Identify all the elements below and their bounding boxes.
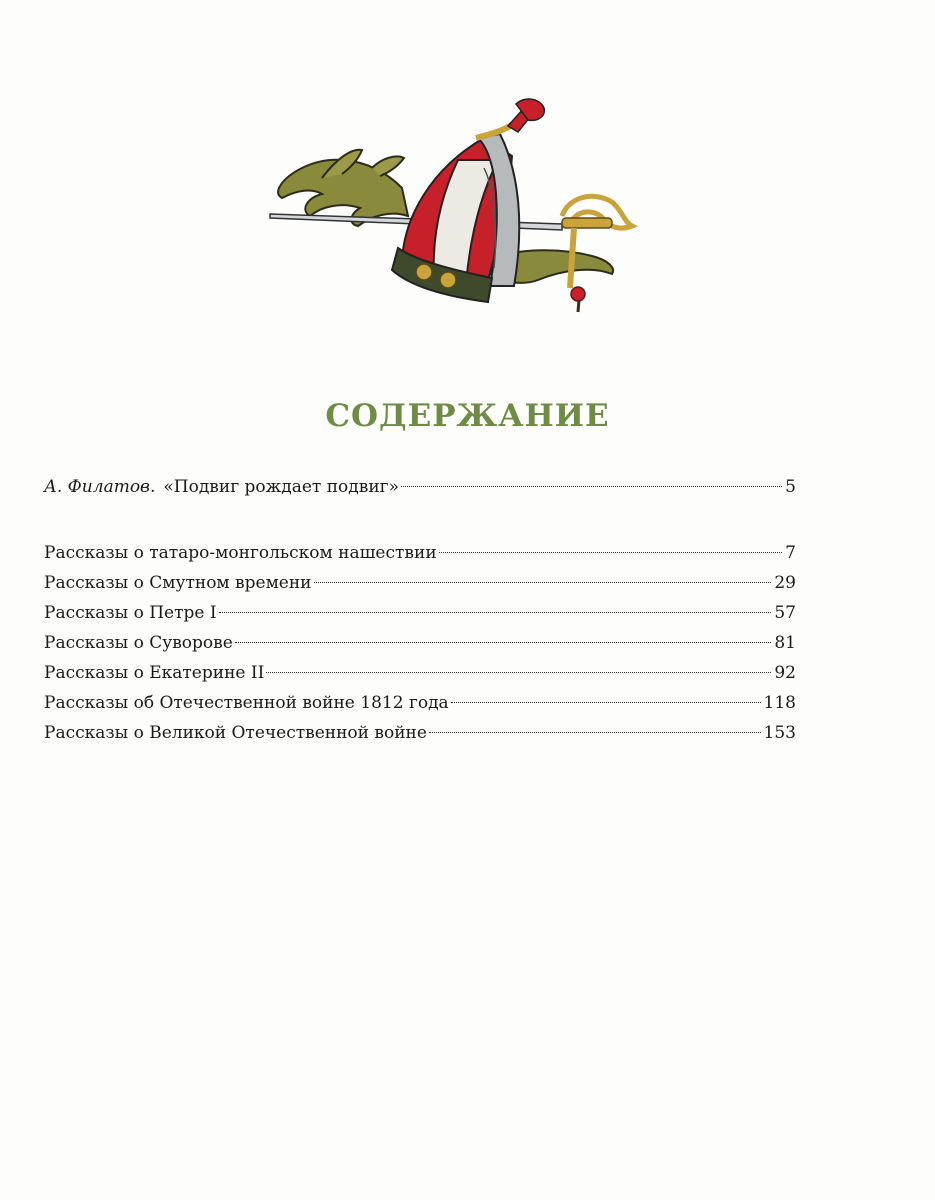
helmet-and-sword-emblem-icon — [262, 98, 644, 314]
toc-page: 57 — [774, 603, 796, 623]
toc-intro-row[interactable] — [44, 472, 796, 502]
toc-intro-author: А. Филатов. — [44, 477, 156, 497]
toc-row[interactable] — [44, 568, 796, 598]
toc-row[interactable] — [44, 718, 796, 748]
toc-title: Рассказы о Великой Отечественной войне — [44, 723, 427, 743]
page-title: СОДЕРЖАНИЕ — [325, 398, 610, 434]
toc-title: Рассказы о Петре I — [44, 603, 217, 623]
dot-leader — [451, 702, 761, 703]
dot-leader — [429, 732, 761, 733]
toc-row[interactable] — [44, 538, 796, 568]
toc-page: 7 — [785, 543, 796, 563]
toc-title: Рассказы о Суворове — [44, 633, 233, 653]
toc-title: Рассказы о Екатерине II — [44, 663, 265, 683]
toc-page: 81 — [774, 633, 796, 653]
toc-title: Рассказы об Отечественной войне 1812 года — [44, 693, 449, 713]
dot-leader — [235, 642, 772, 643]
dot-leader — [314, 582, 772, 583]
toc-page: 153 — [763, 723, 796, 743]
toc-title: Рассказы о татаро-монгольском нашествии — [44, 543, 437, 563]
dot-leader — [401, 486, 782, 487]
toc-page: 29 — [774, 573, 796, 593]
toc-row[interactable] — [44, 658, 796, 688]
toc-intro-page: 5 — [785, 477, 796, 497]
dot-leader — [219, 612, 772, 613]
toc-intro-title: «Подвиг рождает подвиг» — [163, 477, 399, 497]
toc-title: Рассказы о Смутном времени — [44, 573, 312, 593]
toc-page: 92 — [774, 663, 796, 683]
dot-leader — [439, 552, 783, 553]
dot-leader — [266, 672, 771, 673]
toc-row[interactable] — [44, 688, 796, 718]
toc-page: 118 — [763, 693, 796, 713]
toc-row[interactable] — [44, 628, 796, 658]
toc-row[interactable] — [44, 598, 796, 628]
table-of-contents — [44, 472, 796, 748]
